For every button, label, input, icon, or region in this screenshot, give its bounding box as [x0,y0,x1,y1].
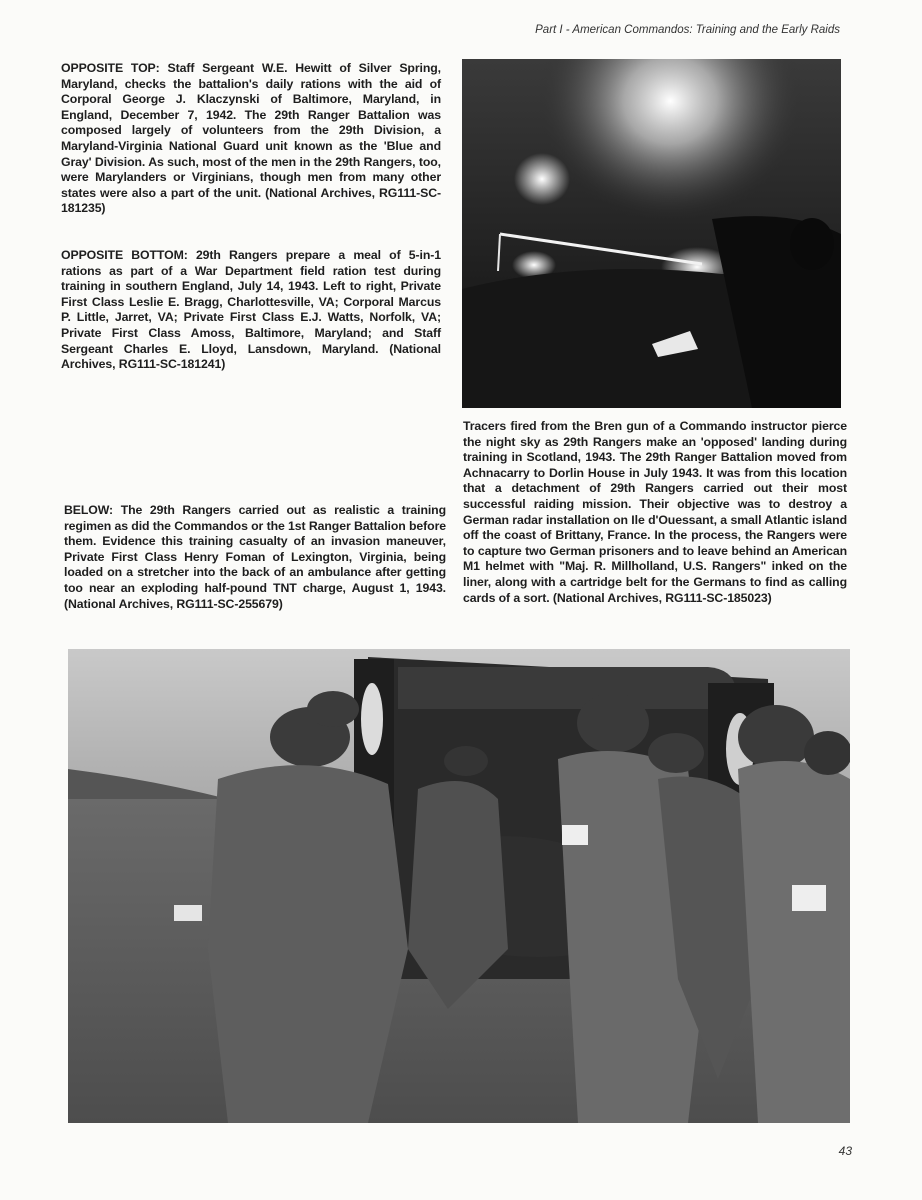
photo-night-tracers [462,59,841,408]
caption-body: Tracers fired from the Bren gun of a Commando instructor pierce the night sky as 29th Rangers make an 'opposed' landing during training in Scotland, 1943. The 29th Ranger Battalion moved from Achnacarry to Dorlin House in July 1943. It was from this location that a detachment of 29th Rangers carried out their most successful raiding mission. Their objective was to destroy a German radar installation on Ile d'Ouessant, a small Atlantic island off the coast of Brittany, France. In the process, the Rangers were to capture two German prisoners and to leave behind an American M1 helmet with "Maj. R. Millholland, U.S. Rangers" inked on the liner, along with a cartridge belt for the Germans to find as calling cards of a sort. (National Archives, RG111-SC-185023) [463,419,847,605]
ambulance-photo-illustration [68,649,850,1123]
caption-body: Staff Sergeant W.E. Hewitt of Silver Spring, Maryland, checks the battalion's daily rations with the aid of Corporal George J. Klaczynski of Baltimore, Maryland, in England, December 7, 1942. The 29th Ranger Battalion was composed largely of volunteers from the 29th Division, a Maryland-Virginia National Guard unit known as the 'Blue and Gray' Division. As such, most of the men in the 29th Rangers, too, were Marylanders or Virginians, though men from many other states were also a part of the unit. (National Archives, RG111-SC-181235) [61,61,441,216]
caption-body: The 29th Rangers carried out as realistic a training regimen as did the Commandos or the 1st Ranger Battalion before them. Evidence this training casualty of an invasion maneuver, Private First Class Henry Foman of Lexington, Virginia, being loaded on a stretcher into the back of an ambulance after getting too near an exploding half-pound TNT charge, August 1, 1943. (National Archives, RG111-SC-255679) [64,503,446,611]
photo-ambulance-stretcher [68,649,850,1123]
caption-lead: OPPOSITE TOP: [61,61,160,75]
page-number: 43 [838,1144,852,1158]
caption-tracers [463,419,847,606]
caption-below [64,503,446,612]
running-head: Part I - American Commandos: Training and the Early Raids [535,24,840,36]
caption-body: 29th Rangers prepare a meal of 5-in-1 rations as part of a War Department field ration test during training in southern England, July 14, 1943. Left to right, Private First Class Leslie E. Bragg, Charlottesville, VA; Corporal Marcus P. Little, Jarret, VA; Private First Class E.J. Watts, Norfolk, VA; Private First Class Amoss, Baltimore, Maryland; and Staff Sergeant Charles E. Lloyd, Lansdown, Maryland. (National Archives, RG111-SC-181241) [61,248,441,372]
caption-opposite-top [61,61,441,217]
caption-lead: BELOW: [64,503,114,517]
caption-lead: OPPOSITE BOTTOM: [61,248,188,262]
caption-opposite-bottom [61,248,441,373]
night-photo-illustration [462,59,841,408]
